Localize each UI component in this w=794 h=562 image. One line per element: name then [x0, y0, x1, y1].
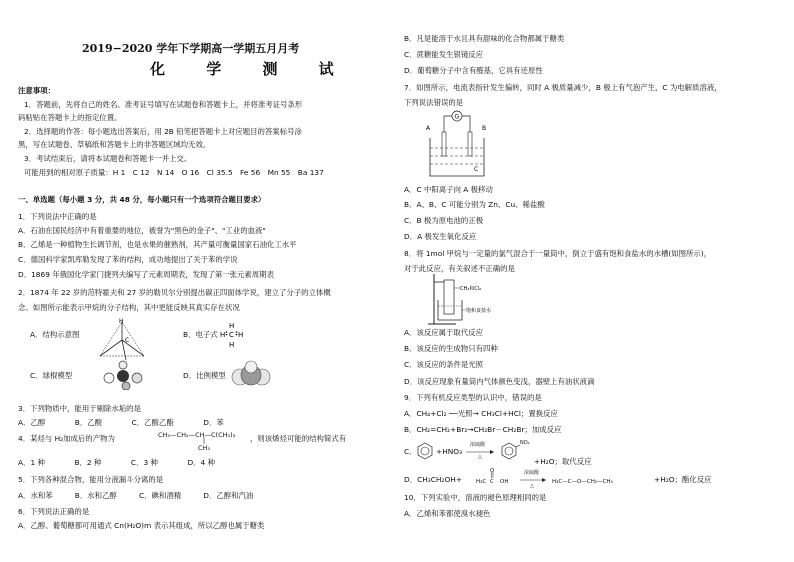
- q9c-reagent: +HNO₃: [436, 447, 463, 456]
- question-line: C．德国科学家凯库勒发现了苯的结构，成功地提出了关于苯的学说: [18, 255, 238, 264]
- q2-option-d: D．比例模型: [183, 371, 226, 380]
- acetic-acid-hydroxyl: OH: [500, 479, 509, 485]
- electron-formula-figure: [218, 320, 248, 350]
- svg-text:C: C: [229, 331, 234, 339]
- question-line: B．CH₂=CH₂+Br₂→CH₂Br－CH₂Br；加成反应: [404, 425, 562, 434]
- question-line: A．乙醇、葡萄糖都可用通式 Cn(H₂O)m 表示其组成，所以乙醇也属于糖类: [18, 521, 265, 530]
- electrode-b-label: B: [482, 125, 487, 132]
- question-line: 9．下列有机反应类型的认识中，错误的是: [404, 393, 542, 402]
- question-line: B．乙烯是一种植物生长调节剂，也是水果的催熟剂，其产量可衡量国家石油化工水平: [18, 240, 297, 249]
- question-line: B．凡是能溶于水且具有甜味的化合物都属于糖类: [404, 34, 565, 43]
- q9d-condition: 浓硫酸: [524, 470, 540, 476]
- exam-subtitle: 化 学 测 试: [150, 60, 352, 78]
- galvanic-cell-figure: [422, 108, 492, 180]
- question-line: A．水和苯 B．水和乙醇 C．碘和酒精 D．乙醇和汽油: [18, 491, 254, 500]
- c-label: C: [125, 337, 130, 344]
- question-line: C．该反应的条件是光照: [404, 360, 484, 369]
- space-filling-figure: [228, 360, 274, 390]
- question-line: A．该反应属于取代反应: [404, 328, 483, 337]
- question-line: D．该反应现象有量筒内气体颜色变浅，器壁上有油状液滴: [404, 377, 595, 386]
- notice-line: 1．答题前，先将自己的姓名、准考证号填写在试题卷和答题卡上，并将准考证号条形: [24, 100, 303, 109]
- methane-structure-figure: [92, 318, 152, 362]
- notice-line: 2．选择题的作答：每小题选出答案后，用 2B 铅笔把答题卡上对应题目的答案标号涂: [24, 127, 302, 136]
- benzene-ring-icon: [416, 442, 434, 460]
- question-line: B．该反应的生成物只有四种: [404, 344, 498, 353]
- q2-option-c: C．球棍模型: [30, 371, 73, 380]
- ball-stick-figure: [100, 360, 146, 390]
- question-line: A．石油在国民经济中有着重要的地位，被誉为"黑色的金子"、"工业的血液": [18, 226, 266, 235]
- question-line: D．葡萄糖分子中含有醛基，它具有还原性: [404, 66, 543, 75]
- question-line: D．A 极发生氧化反应: [404, 232, 477, 241]
- question-line: 10．下列实验中，溶液的褪色原理相同的是: [404, 493, 547, 502]
- question-line: +H₂O；酯化反应: [654, 475, 712, 484]
- question-line: +H₂O；取代反应: [534, 457, 592, 466]
- question-line: 7．如图所示，电流表指针发生偏转，同时 A 极质量减少，B 极上有气泡产生，C 为电解质溶液，: [404, 83, 722, 92]
- h-label: H: [119, 318, 124, 325]
- question-line: 2．1874 年 22 岁的范特霍夫和 27 岁的勒贝尔分别提出碳正四面体学说，建立了分子的立体概: [18, 288, 331, 297]
- electrode-a-label: A: [426, 125, 431, 132]
- question-line: B．A、B、C 可能分别为 Zn、Cu、稀盐酸: [404, 200, 545, 209]
- question-line: 3．下列物质中，能用于剔除水垢的是: [18, 404, 141, 413]
- q2-option-b: B．电子式: [183, 330, 218, 339]
- brine-label: 饱和食盐水: [466, 308, 492, 314]
- branch-bond: [202, 437, 206, 444]
- question-line: 下列说法错误的是: [404, 98, 464, 107]
- question-line: C．蔗糖能发生银镜反应: [404, 50, 484, 59]
- gas-label: CH₄和Cl₂: [460, 286, 482, 292]
- q9d-prefix: D．CH₃CH₂OH+: [404, 475, 463, 484]
- q9d-heat: △: [530, 483, 534, 489]
- question-line: 对于此反应，有关叙述不正确的是: [404, 264, 515, 273]
- question-line: 6．下列说法正确的是: [18, 507, 90, 516]
- question-line: A．1 种 B．2 种 C．3 种 D．4 种: [18, 458, 215, 467]
- question-line: A．乙醇 B．乙酸 C．乙酸乙酯 D．苯: [18, 418, 224, 427]
- question-line: D．1869 年俄国化学家门捷列夫编写了元素周期表，发现了第一张元素周期表: [18, 270, 274, 279]
- ethyl-acetate-formula: H₃C—C—O—CH₂—CH₃: [552, 479, 613, 485]
- reaction-arrow-icon: [520, 478, 548, 482]
- atomic-masses: 可能用到的相对原子质量：H 1 C 12 N 14 O 16 Cl 35.5 Fe 56 Mn 55 Ba 137: [24, 168, 324, 177]
- question-line: 念。如图所示能表示甲烷的分子结构，其中更能反映其真实存在状况: [18, 303, 240, 312]
- question-line: A．乙烯和苯都使溴水褪色: [404, 509, 491, 518]
- nitro-group: NO₂: [520, 440, 530, 446]
- question-line: 5．下列各种混合物，能用分液漏斗分离的是: [18, 475, 164, 484]
- exam-title: 2019−2020 学年下学期高一学期五月月考: [82, 42, 300, 55]
- question-line: 4．某烃与 H₂加成后的产物为: [18, 434, 115, 443]
- notice-line: 黑，写在试题卷、草稿纸和答题卡上的非答题区域均无效。: [18, 140, 211, 149]
- galvanometer-label: G: [454, 113, 460, 121]
- question-line: ，则该烯烃可能的结构简式有: [250, 434, 347, 443]
- q9c-heat: △: [478, 454, 482, 460]
- notice-line: 3．考试结束后，请将本试题卷和答题卡一并上交。: [24, 154, 192, 163]
- question-line: C．B 极为原电池的正极: [404, 216, 484, 225]
- q9c-prefix: C．: [404, 447, 417, 456]
- electrolyte-label: C: [474, 166, 479, 173]
- question-line: 1．下列说法中正确的是: [18, 212, 97, 221]
- acetic-acid-carbon: C: [490, 479, 494, 485]
- question-line: 8．将 1mol 甲烷与一定量的氯气混合于一量筒中，倒立于盛有饱和食盐水的水槽(如图所示)，: [404, 249, 712, 258]
- q4-formula: CH₃—CH₂—CH—C(CH₃)₃: [158, 431, 236, 439]
- question-line: A．C 中阳离子向 A 极移动: [404, 185, 493, 194]
- methane-chlorination-figure: [426, 272, 516, 326]
- svg-text:H: H: [229, 341, 235, 349]
- q9c-condition: 浓硫酸: [470, 442, 486, 448]
- section-heading: 一、单选题（每小题 3 分，共 48 分，每小题只有一个选项符合题目要求）: [18, 195, 266, 204]
- svg-text:H: H: [220, 331, 226, 339]
- acetic-acid-methyl: H₃C: [476, 479, 487, 485]
- notice-line: 码粘贴在答题卡上的指定位置。: [18, 113, 122, 122]
- svg-text:H: H: [229, 322, 235, 330]
- notice-heading: 注意事项：: [18, 86, 55, 95]
- question-line: A．CH₄+Cl₂ ──光照→ CH₃Cl+HCl；置换反应: [404, 409, 558, 418]
- svg-text:H: H: [238, 331, 244, 339]
- q4-formula-branch: CH₃: [198, 444, 211, 452]
- acetic-acid-oxygen: O: [490, 468, 495, 474]
- carbonyl-bonds: [487, 472, 499, 486]
- q2-option-a: A．结构示意图: [30, 330, 80, 339]
